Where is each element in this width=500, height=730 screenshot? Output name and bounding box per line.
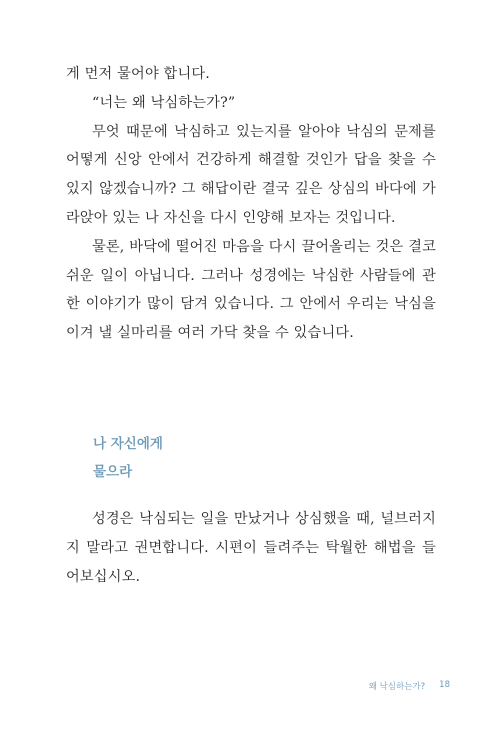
running-title: 왜 낙심하는가?: [368, 682, 426, 692]
paragraph: 물론, 바닥에 떨어진 마음을 다시 끌어올리는 것은 결코 쉬운 일이 아닙니다. 그러나 성경에는 낙심한 사람들에 관한 이야기가 많이 담겨 있습니다. 그 안에서 우리는 낙심을 이겨 낼 실마리를 여러 가닥 찾을 수 있습니다.: [66, 238, 436, 342]
section-heading-line: 물으라: [93, 464, 133, 480]
paragraph: 성경은 낙심되는 일을 만났거나 상심했을 때, 널브러지지 말라고 권면합니다. 시편이 들려주는 탁월한 해법을 들어보십시오.: [66, 511, 436, 585]
quote-paragraph: “너는 왜 낙심하는가?”: [92, 94, 236, 111]
paragraph: 게 먼저 물어야 합니다.: [66, 66, 210, 82]
page-number: 18: [439, 680, 450, 690]
body-text-top: [66, 60, 436, 348]
page-footer: [300, 680, 450, 692]
paragraph: 무엇 때문에 낙심하고 있는지를 알아야 낙심의 문제를 어떻게 신앙 안에서 건강하게 해결할 것인가 답을 찾을 수 있지 않겠습니까? 그 해답이란 결국 깊은 상심의 바다에 가라앉아 있는 나 자신을 다시 인양해 보자는 것입니다.: [66, 123, 436, 226]
section-heading: [93, 430, 163, 486]
section-heading-line: 나 자신에게: [93, 436, 163, 452]
body-text-bottom: [66, 505, 436, 591]
